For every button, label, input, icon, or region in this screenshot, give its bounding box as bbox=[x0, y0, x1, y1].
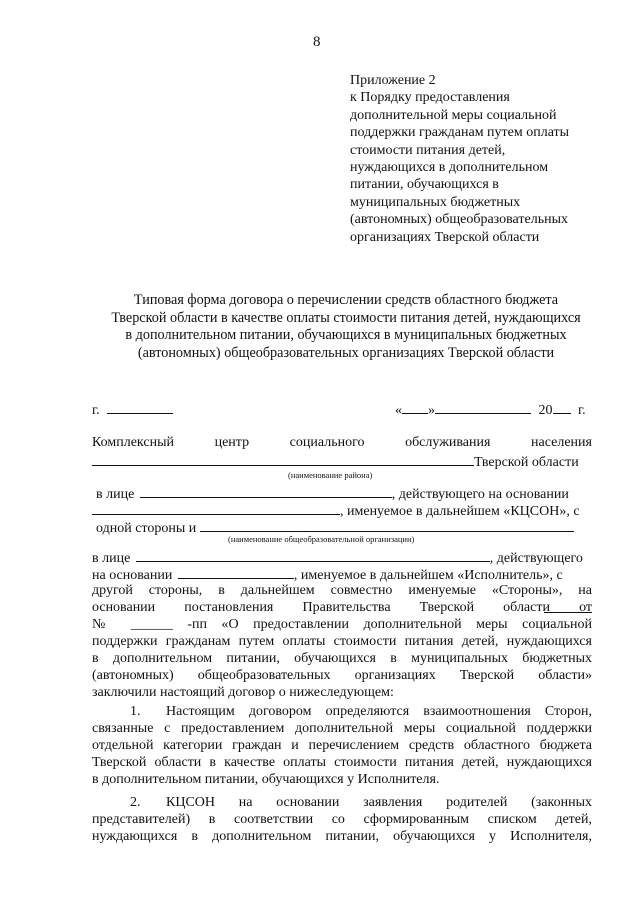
clause1-line: отдельной категории граждан и перечислением средств областного бюджета bbox=[92, 738, 592, 753]
title-line: Типовая форма договора о перечислении средств областного бюджета bbox=[133, 292, 559, 308]
appendix-line: Приложение 2 bbox=[350, 73, 436, 88]
page-number: 8 bbox=[313, 34, 321, 50]
date-field: « » 20 г. bbox=[395, 400, 586, 419]
kcson-line: , именуемое в дальнейшем «КЦСОН», с bbox=[92, 501, 592, 520]
appendix-line: организациях Тверской области bbox=[350, 229, 540, 245]
organization-blank[interactable] bbox=[200, 518, 574, 532]
body-line: № ______ -пп «О предоставлении дополнительной меры социальной bbox=[92, 617, 592, 632]
resolution-date-blank[interactable] bbox=[544, 599, 592, 613]
clause1-line: Настоящим договором определяются взаимоотношения Сторон, bbox=[166, 704, 592, 719]
appendix-line: поддержки гражданам путем оплаты bbox=[350, 125, 570, 141]
basis-blank[interactable] bbox=[92, 501, 340, 515]
appendix-line: питании, обучающихся в bbox=[350, 177, 499, 193]
district-line: Тверской области bbox=[92, 452, 592, 471]
city-prefix: г. bbox=[92, 403, 100, 418]
day-blank[interactable] bbox=[402, 400, 428, 414]
appendix-line: стоимости питания детей, bbox=[350, 142, 506, 158]
city-date-line bbox=[92, 400, 592, 419]
district-blank[interactable] bbox=[92, 452, 474, 466]
center-line: Комплексный центр социального обслуживания населения bbox=[92, 435, 592, 450]
title-line: (автономных) общеобразовательных организациях Тверской области bbox=[137, 344, 555, 361]
document-title bbox=[96, 292, 596, 362]
concluded-line: заключили настоящий договор о нижеследующем: bbox=[92, 685, 394, 700]
body-line: основании постановления Правительства Тверской области от bbox=[92, 600, 592, 615]
representative2-blank[interactable] bbox=[136, 548, 490, 562]
appendix-line: к Порядку предоставления bbox=[350, 90, 510, 106]
body-line: (автономных) общеобразовательных организациях Тверской области» bbox=[92, 668, 592, 683]
representative-blank[interactable] bbox=[140, 484, 392, 498]
appendix-line: (автономных) общеобразовательных bbox=[350, 212, 568, 228]
representative-line: в лице , действующего на основании bbox=[96, 484, 596, 503]
basis2-line: на основании , именуемое в дальнейшем «Исполнитель», с bbox=[92, 565, 592, 584]
one-side-line: одной стороны и bbox=[96, 518, 596, 537]
year-blank[interactable] bbox=[553, 400, 571, 414]
body-line: другой стороны, в дальнейшем совместно именуемые «Стороны», на bbox=[92, 583, 592, 598]
clause1-line: связанные с предоставлением дополнительной меры социальной поддержки bbox=[92, 721, 592, 736]
basis2-blank[interactable] bbox=[178, 565, 294, 579]
clause2-line: нуждающихся в дополнительном питании, обучающихся у Исполнителя, bbox=[92, 829, 592, 844]
month-blank[interactable] bbox=[435, 400, 531, 414]
appendix-block bbox=[350, 72, 569, 246]
city-blank[interactable] bbox=[107, 400, 173, 414]
appendix-line: муниципальных бюджетных bbox=[350, 194, 521, 210]
representative2-line: в лице , действующего bbox=[92, 548, 592, 567]
title-line: Тверской области в качестве оплаты стоимости питания детей, нуждающихся bbox=[111, 309, 581, 326]
body-line: поддержки гражданам путем оплаты стоимости питания детей, нуждающихся bbox=[92, 634, 592, 649]
body-line: в дополнительном питании, обучающихся в муниципальных бюджетных bbox=[92, 651, 592, 666]
organization-caption: (наименование общеобразовательной организации) bbox=[228, 534, 415, 544]
appendix-line: нуждающихся в дополнительном bbox=[350, 160, 549, 176]
district-caption: (наименование района) bbox=[288, 470, 373, 480]
appendix-line: дополнительной меры социальной bbox=[350, 107, 557, 123]
clause2-line: КЦСОН на основании заявления родителей (законных bbox=[166, 795, 592, 810]
clause1-number: 1. bbox=[130, 704, 141, 719]
title-line: в дополнительном питании, обучающихся в муниципальных бюджетных bbox=[125, 327, 567, 344]
clause2-line: представителей) в соответствии со сформированным списком детей, bbox=[92, 812, 592, 827]
clause1-last-line: в дополнительном питании, обучающихся у Исполнителя. bbox=[92, 772, 440, 787]
clause2-number: 2. bbox=[130, 795, 141, 810]
clause1-line: Тверской области в качестве оплаты стоимости питания детей, нуждающихся bbox=[92, 755, 592, 770]
